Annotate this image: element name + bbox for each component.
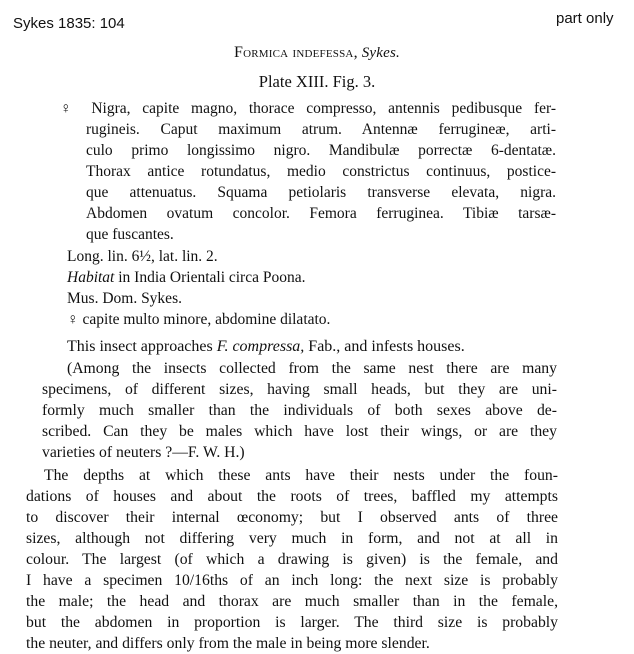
description-line: ♀ Nigra, capite magno, thorace compresso, antennis pedibusque fer- <box>60 100 557 117</box>
habitat-label: Habitat <box>67 269 115 286</box>
editor-note-line: scribed. Can they be males which have lost their wings, or are they <box>42 423 557 440</box>
species-name: Formica indefessa, <box>233 44 358 61</box>
description-line: que attenuatus. Squama petiolaris transverse elevata, nigra. <box>86 184 556 201</box>
description-line: que fuscantes. <box>86 226 174 243</box>
species-author: Sykes. <box>361 45 400 61</box>
editor-note-line: specimens, of different sizes, having small heads, but they are uni- <box>42 381 557 398</box>
editor-note-line: (Among the insects collected from the same nest there are many <box>67 360 557 377</box>
species-title <box>0 44 634 62</box>
part-only-note: part only <box>556 10 614 27</box>
female-symbol: ♀ <box>60 100 80 117</box>
habitat-text: in India Orientali circa Poona. <box>114 269 306 286</box>
collection-line: Mus. Dom. Sykes. <box>67 290 182 307</box>
citation-label: Sykes 1835: 104 <box>13 15 125 32</box>
plate-reference: Plate XIII. Fig. 3. <box>258 72 376 91</box>
paragraph-line: the male; the head and thorax are much smaller than in the female, <box>26 593 558 610</box>
paragraph-line: but the abdomen in proportion is larger. The third size is probably <box>26 614 558 631</box>
paragraph-line: dations of houses and about the roots of trees, baffled my attempts <box>26 488 558 505</box>
description-line: rugineis. Caput maximum atrum. Antennæ ferrugineæ, arti- <box>86 121 556 138</box>
editor-note-line: varieties of neuters ?—F. W. H.) <box>42 444 245 461</box>
paragraph-line: sizes, although not differing very much in form, and not at all in <box>26 530 558 547</box>
description-line: Abdomen ovatum concolor. Femora ferruginea. Tibiæ tarsæ- <box>86 205 556 222</box>
habitat-line <box>67 269 305 287</box>
paragraph-line: The depths at which these ants have their nests under the foun- <box>44 467 558 484</box>
description-line: culo primo longissimo nigro. Mandibulæ porrectæ 6-dentatæ. <box>86 142 556 159</box>
description-line: Thorax antice rotundatus, medio constrictus continuus, postice- <box>86 163 556 180</box>
measurement-line: Long. lin. 6½, lat. lin. 2. <box>67 248 218 265</box>
paragraph-line: I have a specimen 10/16ths of an inch long: the next size is probably <box>26 572 558 589</box>
remark-line: This insect approaches F. compressa, Fab., and infests houses. <box>67 338 465 355</box>
female-symbol: ♀ <box>67 311 79 328</box>
compared-species: F. compressa, <box>216 338 305 355</box>
female-note: capite multo minore, abdomine dilatato. <box>82 311 331 328</box>
female-note-line <box>67 311 330 329</box>
paragraph-line: the neuter, and differs only from the male in being more slender. <box>26 635 430 652</box>
paragraph-line: colour. The largest (of which a drawing is given) is the female, and <box>26 551 558 568</box>
editor-note-line: formly much smaller than the individuals of both sexes above de- <box>42 402 557 419</box>
paragraph-line: to discover their internal œconomy; but I observed ants of three <box>26 509 558 526</box>
